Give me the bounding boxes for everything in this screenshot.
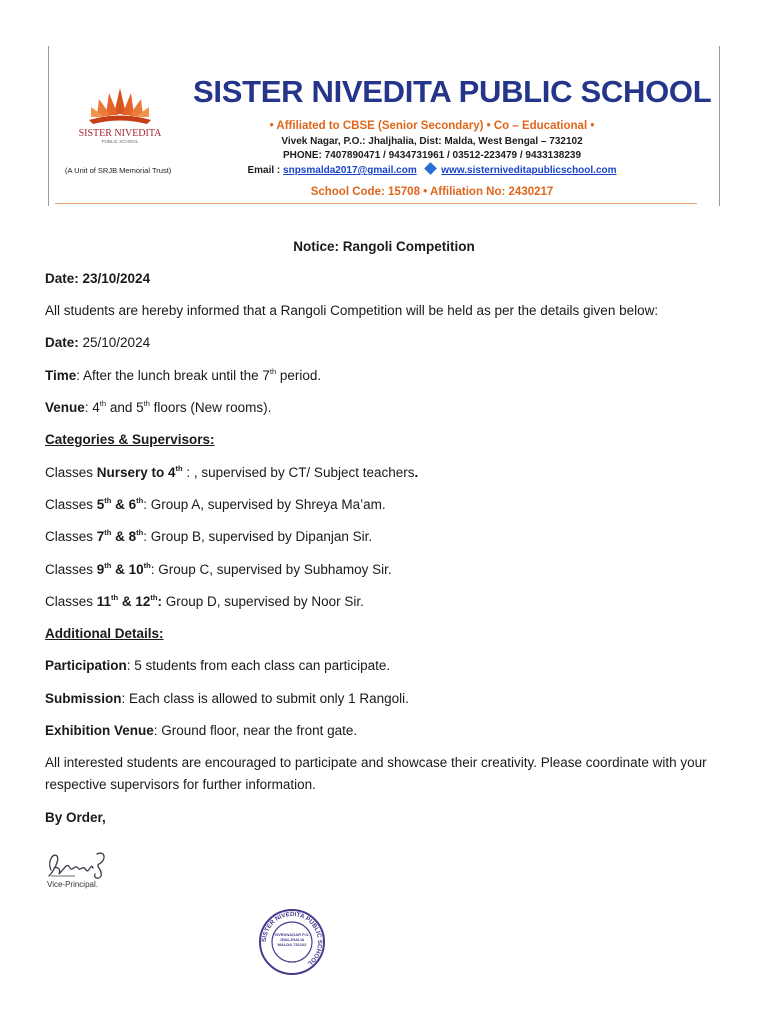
school-title: SISTER NIVEDITA PUBLIC SCHOOL [193,74,712,109]
category-classes: 5 [96,497,105,512]
submission-text: : Each class is allowed to submit only 1 Rangoli. [121,691,409,706]
event-date-value: 25/10/2024 [78,335,151,350]
ordinal-suffix: th [136,496,144,505]
contact-line [193,164,671,176]
category-prefix: Classes [45,465,97,480]
categories-heading: Categories & Supervisors: [45,432,215,447]
stamp-ring-text: SISTER NIVEDITA PUBLIC SCHOOL [260,910,324,967]
participation-line [45,655,735,677]
category-classes: : [157,594,163,609]
ordinal-suffix: th [175,464,183,473]
category-row [45,559,735,581]
ordinal-suffix: th [99,399,107,408]
category-classes: & 12 [118,594,151,609]
category-end: . [414,465,419,480]
participation-text: : 5 students from each class can participate. [126,658,391,673]
ordinal-suffix: th [150,593,158,602]
category-classes: & 8 [111,529,137,544]
letterhead-divider [55,203,697,204]
lotus-logo-icon [85,84,155,126]
exhibition-label: Exhibition Venue [45,723,154,738]
category-classes: 7 [96,529,105,544]
category-prefix: Classes [45,562,97,577]
category-classes: 9 [96,562,105,577]
time-text: : After the lunch break until the 7 [76,368,270,383]
school-stamp-icon [258,908,326,976]
additional-heading: Additional Details: [45,626,164,641]
submission-line [45,688,735,710]
event-date-label: Date: [45,335,79,350]
notice-heading: Notice: Rangoli Competition [293,239,475,254]
by-order: By Order, [45,810,106,825]
trust-note: (A Unit of SRJB Memorial Trust) [65,166,172,175]
category-prefix: Classes [45,497,97,512]
letterhead [48,46,720,206]
logo-name: SISTER NIVEDITA [78,128,162,139]
email-label: Email : [247,165,281,176]
exhibition-text: : Ground floor, near the front gate. [153,723,358,738]
submission-label: Submission [45,691,122,706]
stamp-center-text: VIVEKNAGAR P.O. JHALJHALIA MALDA 732102 [274,932,310,947]
category-prefix: Classes [45,594,97,609]
phone-line: PHONE: 7407890471 / 9434731961 / 03512-223479 / 9433138239 [282,150,582,161]
signatory-title: Vice-Principal. [47,880,98,889]
closing-paragraph: All interested students are encouraged to participate and showcase their creativity. Please coordinate with your respective supervisors for further information. [45,755,707,792]
category-row [45,526,735,548]
category-prefix: Classes [45,529,97,544]
venue-text: : 4 [84,400,100,415]
venue-text-end: floors (New rooms). [149,400,272,415]
category-detail: : Group B, supervised by Dipanjan Sir. [143,529,373,544]
category-detail: : Group A, supervised by Shreya Ma’am. [143,497,386,512]
category-detail: : , supervised by CT/ Subject teachers [182,465,415,480]
venue-line [45,397,735,419]
ordinal-suffix: th [104,528,112,537]
venue-label: Venue [45,400,85,415]
category-detail: Group D, supervised by Noor Sir. [162,594,364,609]
notice-intro: All students are hereby informed that a Rangoli Competition will be held as per the details given below: [45,303,659,318]
time-text-end: period. [276,368,322,383]
ordinal-suffix: th [111,593,119,602]
school-codes: School Code: 15708 • Affiliation No: 2430217 [310,186,554,198]
exhibition-line [45,720,735,742]
ordinal-suffix: th [104,561,112,570]
category-row [45,462,735,484]
logo-subtitle: PUBLIC SCHOOL [101,139,139,144]
address-line: Vivek Nagar, P.O.: Jhaljhalia, Dist: Malda, West Bengal – 732102 [281,136,583,147]
time-label: Time [45,368,77,383]
participation-label: Participation [45,658,127,673]
email-link[interactable]: snpsmalda2017@gmail.com [283,165,417,176]
ordinal-suffix: th [104,496,112,505]
ordinal-suffix: th [269,367,277,376]
ordinal-suffix: th [143,399,150,408]
globe-icon [424,162,437,175]
event-date-line [45,332,735,354]
ordinal-suffix: th [136,528,144,537]
category-row [45,494,735,516]
notice-date: Date: 23/10/2024 [45,271,151,286]
venue-text: and 5 [106,400,144,415]
category-classes: & 6 [111,497,137,512]
time-line [45,365,735,387]
category-row [45,591,735,613]
category-detail: : Group C, supervised by Subhamoy Sir. [150,562,392,577]
ordinal-suffix: th [143,561,151,570]
website-link[interactable]: www.sisterniveditapublicschool.com [441,165,617,176]
category-classes: & 10 [111,562,144,577]
category-classes: Nursery to 4 [96,465,176,480]
affiliation-line: • Affiliated to CBSE (Senior Secondary) • Co – Educational • [269,120,595,132]
category-classes: 11 [96,594,112,609]
